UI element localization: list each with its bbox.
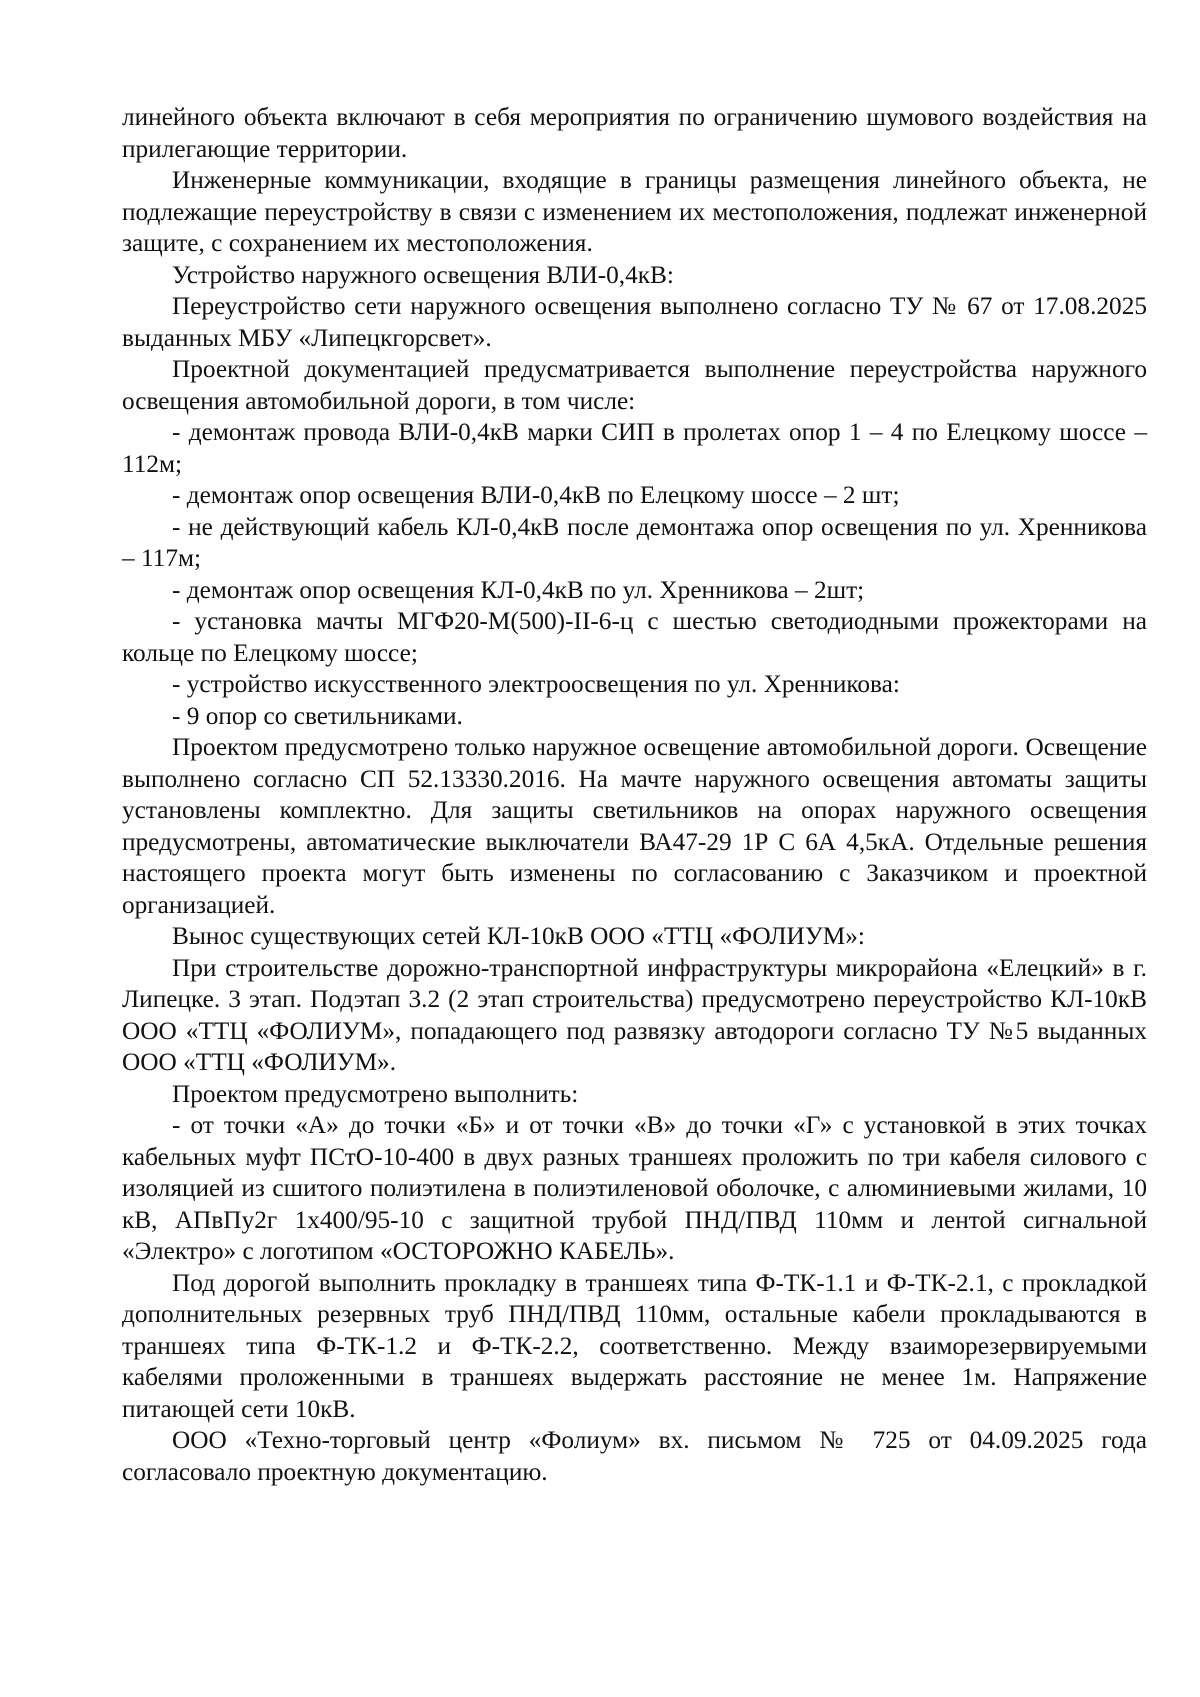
- list-item-pole-dismantling-vli: - демонтаж опор освещения ВЛИ-0,4кВ по Елецкому шоссе – 2 шт;: [172, 481, 900, 509]
- list-item-pole-dismantling-kl: - демонтаж опор освещения КЛ-0,4кВ по ул. Хренникова – 2шт;: [172, 575, 865, 604]
- paragraph-under-road-laying: Под дорогой выполнить прокладку в траншеях типа Ф-ТК-1.1 и Ф-ТК-2.1, с прокладкой дополнительных резервных труб ПНД/ПВД 110мм, остальные кабели прокладываются в траншеях типа Ф-ТК-1.2 и Ф-ТК-2.2, соответственно. Между взаиморезервируемыми кабелями проложенными в траншеях выдержать расстояние не менее 1м. Напряжение питающей сети 10кВ.: [122, 1268, 1147, 1423]
- paragraph-approval: ООО «Техно-торговый центр «Фолиум» вх. письмом № 725 от 04.09.2025 года согласовало проектную документацию.: [122, 1426, 1147, 1486]
- paragraph-lighting-scope: Проектной документацией предусматривается выполнение переустройства наружного освещения автомобильной дороги, в том числе:: [122, 355, 1147, 415]
- list-item-inactive-cable: - не действующий кабель КЛ-0,4кВ после демонтажа опор освещения по ул. Хренникова – 117м;: [122, 512, 1147, 572]
- paragraph-noise-measures: линейного объекта включают в себя мероприятия по ограничению шумового воздействия на прилегающие территории.: [122, 103, 1147, 163]
- list-item-poles-with-lamps: - 9 опор со светильниками.: [172, 701, 463, 730]
- paragraph-lighting-spec: Переустройство сети наружного освещения выполнено согласно ТУ № 67 от 17.08.2025 выданных МБУ «Липецкгорсвет».: [122, 292, 1147, 352]
- list-item-mast-installation: - установка мачты МГФ20-М(500)-II-6-ц с шестью светодиодными прожекторами на кольце по Елецкому шоссе;: [122, 607, 1147, 667]
- section-heading-cable-relocation: Вынос существующих сетей КЛ-10кВ ООО «ТТЦ «ФОЛИУМ»:: [172, 922, 865, 950]
- document-page: [122, 102, 1147, 1488]
- paragraph-lighting-project: Проектом предусмотрено только наружное освещение автомобильной дороги. Освещение выполнено согласно СП 52.13330.2016. На мачте наружного освещения автоматы защиты установлены комплектно. Для защиты светильников на опорах наружного освещения предусмотрены, автоматические выключатели ВА47-29 1Р С 6А 4,5кА. Отдельные решения настоящего проекта могут быть изменены по согласованию с Заказчиком и проектной организацией.: [122, 733, 1147, 919]
- section-heading-outdoor-lighting: Устройство наружного освещения ВЛИ-0,4кВ:: [172, 260, 674, 289]
- list-item-cable-laying: - от точки «А» до точки «Б» и от точки «В» до точки «Г» с установкой в этих точках кабельных муфт ПСтО-10-400 в двух разных траншеях проложить по три кабеля силового с изоляцией из сшитого полиэтилена в полиэтиленовой оболочке, с алюминиевыми жилами, 10 кВ, АПвПу2г 1х400/95-10 с защитной трубой ПНД/ПВД 110мм и лентой сигнальной «Электро» с логотипом «ОСТОРОЖНО КАБЕЛЬ».: [122, 1111, 1147, 1265]
- list-item-artificial-lighting: - устройство искусственного электроосвещения по ул. Хренникова:: [172, 670, 900, 698]
- paragraph-utilities-protection: Инженерные коммуникации, входящие в границы размещения линейного объекта, не подлежащие переустройству в связи с изменением их местоположения, подлежат инженерной защите, с сохранением их местоположения.: [122, 166, 1147, 257]
- list-item-wire-dismantling: - демонтаж провода ВЛИ-0,4кВ марки СИП в пролетах опор 1 – 4 по Елецкому шоссе – 112м;: [122, 418, 1147, 478]
- paragraph-project-provides: Проектом предусмотрено выполнить:: [172, 1079, 579, 1108]
- paragraph-infrastructure-construction: При строительстве дорожно-транспортной инфраструктуры микрорайона «Елецкий» в г. Липецке. 3 этап. Подэтап 3.2 (2 этап строительства) предусмотрено переустройство КЛ-10кВ ООО «ТТЦ «ФОЛИУМ», попадающего под развязку автодороги согласно ТУ №5 выданных ООО «ТТЦ «ФОЛИУМ».: [122, 953, 1147, 1076]
